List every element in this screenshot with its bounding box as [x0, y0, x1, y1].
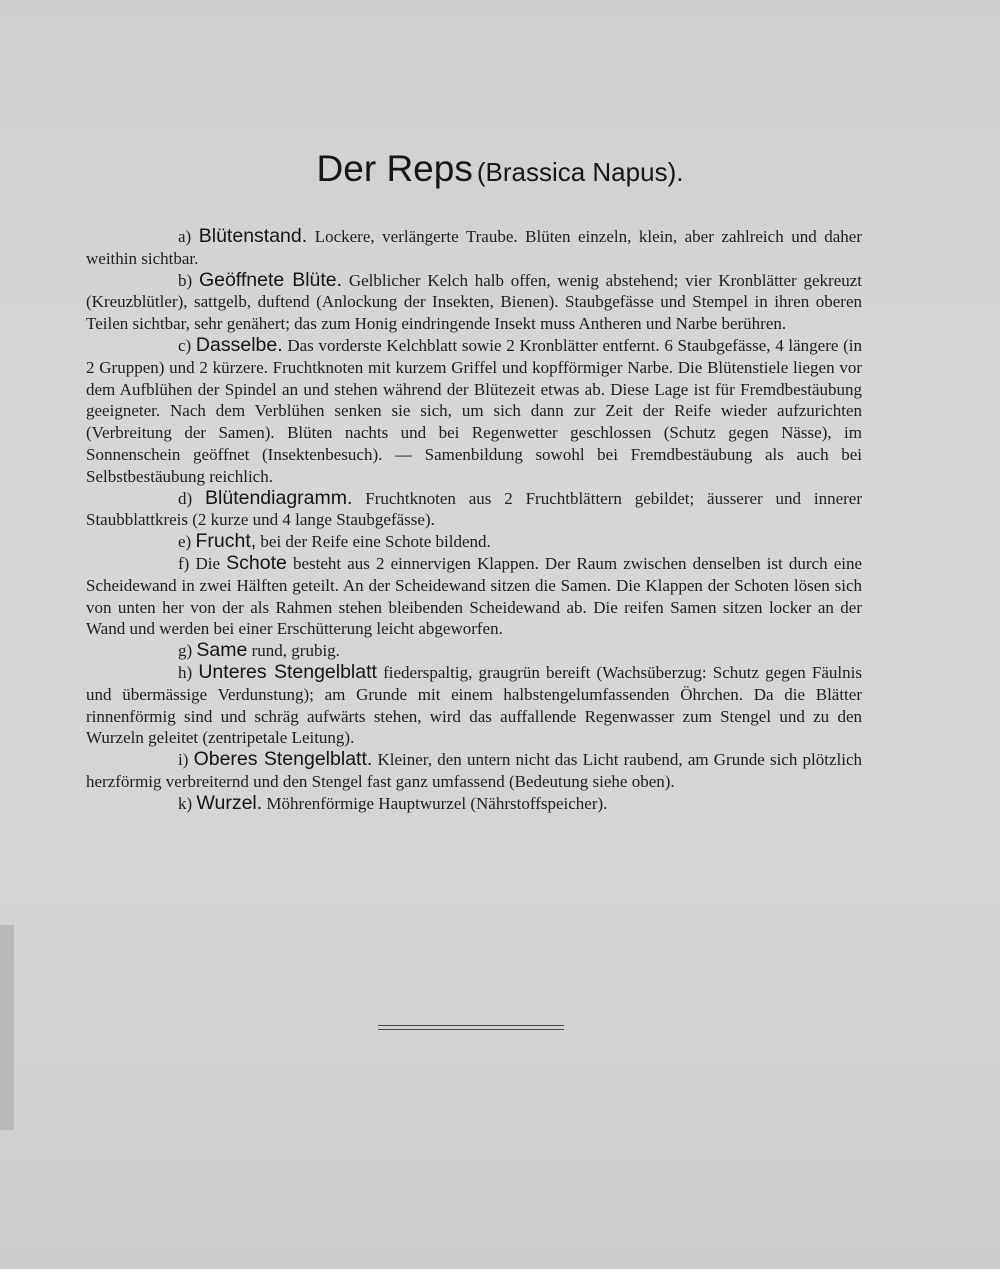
page-title: [0, 148, 1000, 190]
title-subtitle: (Brassica Napus).: [476, 157, 684, 187]
section-text: Möhrenförmige Hauptwurzel (Nährstoffspeicher).: [266, 793, 608, 813]
section-heading: Frucht,: [195, 530, 257, 553]
section-text: Kleiner, den untern nicht das Licht raubend, am Grunde sich plötzlich herzförmig verbreiternd und den Stengel fast ganz umfassend (Bedeutung siehe oben).: [86, 750, 863, 791]
section-b: [86, 270, 862, 335]
section-text: Lockere, verlängerte Traube. Blüten einzeln, klein, aber zahlreich und daher weithin sichtbar.: [86, 227, 863, 268]
section-text: Das vorderste Kelchblatt sowie 2 Kronblätter entfernt. 6 Staubgefässe, 4 längere (in 2 Gruppen) und 2 kürzere. Fruchtknoten mit kurzem Griffel und kopfförmiger Narbe. Die Blütenstiele liegen vor dem Aufblühen der Spindel an und stehen während der Blütezeit etwas ab. Diese Lage ist für Fremdbestäubung geeigneter. Nach dem Verblühen senken sie sich, um sich dann zur Zeit der Reife wieder aufzurichten (Verbreitung der Samen). Blüten nachts und bei Regenwetter geschlossen (Schutz gegen Nässe), im Sonnenschein geöffnet (Insektenbesuch). — Samenbildung sowohl bei Fremdbestäubung als auch bei Selbstbestäubung reichlich.: [86, 335, 863, 486]
section-h: [86, 662, 862, 749]
section-heading: Geöffnete Blüte.: [198, 268, 343, 291]
section-text: bei der Reife eine Schote bildend.: [260, 532, 491, 552]
section-letter: e): [178, 532, 192, 552]
section-pre: Die: [195, 553, 220, 573]
section-heading: Schote: [226, 551, 287, 574]
section-g: [86, 640, 862, 662]
end-divider-rule: [378, 1025, 564, 1030]
page-edge-shadow: [0, 925, 14, 1130]
section-i: [86, 749, 862, 793]
section-a: [86, 226, 862, 270]
section-heading: Blütenstand.: [198, 225, 308, 247]
section-heading: Blütendiagramm.: [205, 486, 353, 509]
section-heading: Wurzel.: [196, 791, 263, 814]
section-text: Gelblicher Kelch halb offen, wenig abstehend; vier Kronblätter gekreuzt (Kreuzblütler), sattgelb, duftend (Anlockung der Insekten, Bienen). Staubgefässe und Stempel in ihren oberen Teilen sichtbar, sehr genähert; das zum Honig eindringende Insekt muss Antheren und Narbe berühren.: [86, 270, 863, 334]
section-text: fiederspaltig, graugrün bereift (Wachsüberzug: Schutz gegen Fäulnis und übermässige Verdunstung); am Grunde mit einem halbstengelumfassenden Öhrchen. Da die Blätter rinnenförmig sind und schräg aufwärts stehen, wird das auffallende Regenwasser zum Stengel und zu den Wurzeln geleitet (zentripetale Leitung).: [86, 662, 862, 748]
section-letter: h): [178, 662, 193, 682]
section-k: [86, 793, 862, 815]
section-f: [86, 553, 862, 640]
section-text: Fruchtknoten aus 2 Fruchtblättern gebildet; äusserer und innerer Staubblattkreis (2 kurze und 4 lange Staubgefässe).: [86, 488, 863, 530]
section-letter: a): [178, 227, 192, 246]
section-letter: k): [178, 793, 193, 813]
section-d: [86, 488, 862, 532]
section-heading: Dasselbe.: [195, 333, 283, 356]
section-text: besteht aus 2 einnervigen Klappen. Der Raum zwischen denselben ist durch eine Scheidewand in zwei Hälften geteilt. An der Scheidewand sitzen die Samen. Die Klappen der Schoten lösen sich von unten her von der als Rahmen stehen bleibenden Scheidewand ab. Die reifen Samen sitzen locker an der Wand und werden bei einer Erschütterung leicht abgeworfen.: [86, 553, 863, 639]
section-letter: f): [178, 553, 190, 573]
section-letter: c): [178, 335, 192, 355]
section-heading: Oberes Stengelblatt.: [193, 748, 373, 771]
body-text: [86, 226, 862, 815]
section-e: [86, 531, 862, 553]
section-letter: d): [178, 488, 193, 508]
section-heading: Unteres Stengelblatt: [198, 660, 377, 683]
section-letter: i): [178, 750, 189, 770]
section-letter: g): [178, 641, 193, 661]
section-c: [86, 335, 862, 488]
section-text: rund, grubig.: [251, 641, 340, 661]
section-heading: Same: [196, 639, 248, 662]
title-main: Der Reps: [316, 148, 473, 189]
section-letter: b): [178, 270, 193, 290]
